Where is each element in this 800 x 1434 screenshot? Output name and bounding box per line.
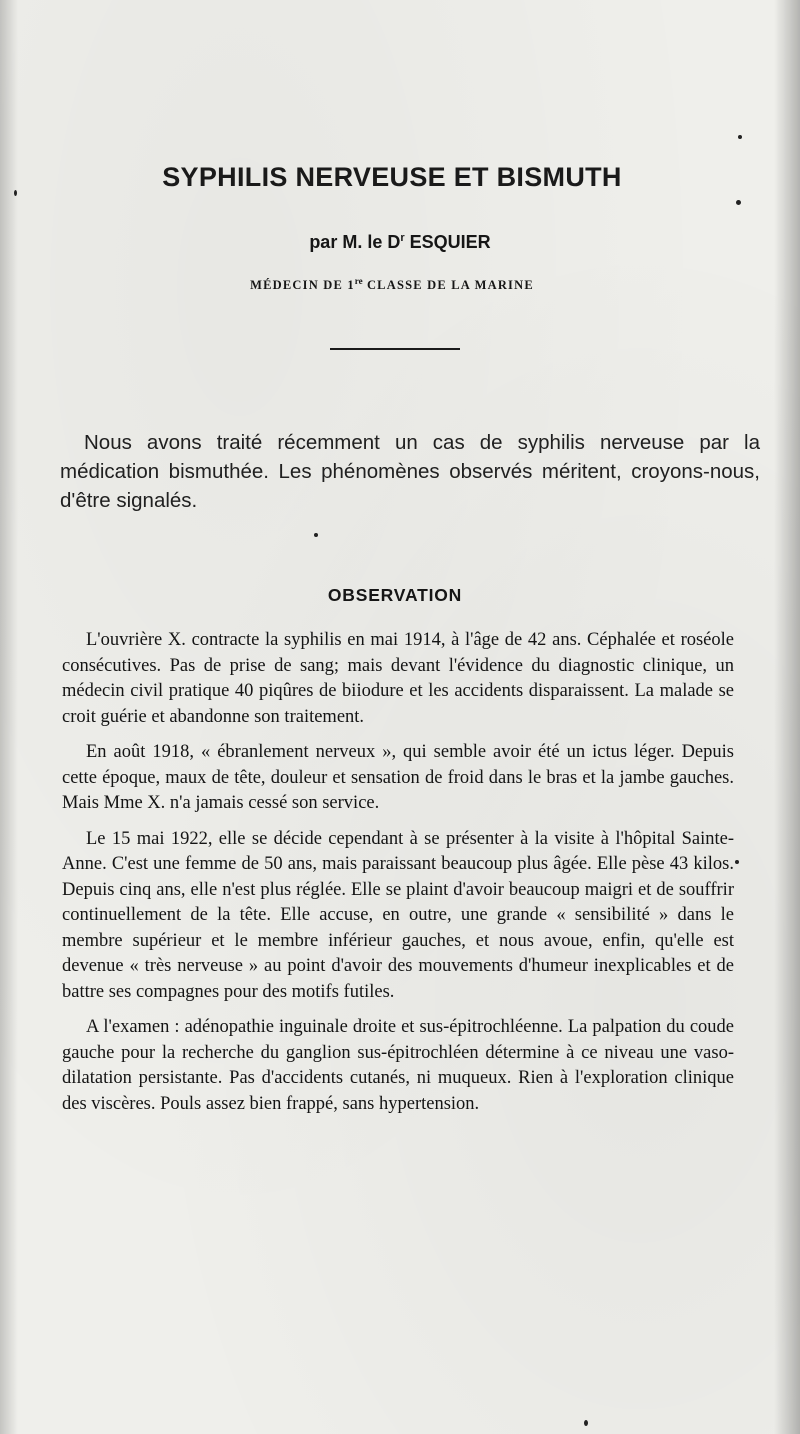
byline-prefix: par M. le D	[309, 232, 401, 252]
section-heading: OBSERVATION	[327, 585, 463, 605]
scan-speck	[584, 1420, 588, 1426]
scan-speck	[736, 200, 741, 205]
page-edge-shadow-left	[0, 0, 18, 1434]
header-divider	[330, 348, 460, 350]
byline-superscript: r	[400, 232, 405, 244]
observation-body	[62, 628, 734, 1127]
affiliation-superscript: re	[354, 276, 363, 286]
page-edge-shadow-right	[774, 0, 800, 1434]
affiliation-prefix: MÉDECIN DE 1	[250, 278, 355, 293]
paragraph: En août 1918, « ébranlement nerveux », qui semble avoir été un ictus léger. Depuis cette époque, maux de tête, douleur et sensation de froid dans le bras et la jambe gauches. Mais Mme X. n'a jamais cessé son service.	[62, 742, 734, 813]
scan-speck	[738, 135, 742, 139]
scan-speck	[314, 533, 318, 537]
scan-speck	[14, 190, 17, 196]
author-byline	[0, 232, 800, 253]
scan-speck	[735, 860, 739, 864]
intro-paragraph: Nous avons traité récemment un cas de syphilis nerveuse par la médication bismuthée. Les phénomènes observés méritent, croyons-nous, d'être signalés.	[60, 431, 760, 512]
affiliation-suffix: CLASSE DE LA MARINE	[366, 278, 534, 293]
author-name: ESQUIER	[409, 232, 491, 252]
paragraph: Le 15 mai 1922, elle se décide cependant à se présenter à la visite à l'hôpital Sainte-Anne. C'est une femme de 50 ans, mais paraissant beaucoup plus âgée. Elle pèse 43 kilos. Depuis cinq ans, elle n'est plus réglée. Elle se plaint d'avoir beaucoup maigri et de souffrir continuellement de la tête. Elle accuse, en outre, une grande « sensibilité » dans le membre supérieur et le membre inférieur gauches, et nous avoue, enfin, qu'elle est devenue « très nerveuse » au point d'avoir des mouvements d'humeur inexplicables et de battre ses compagnes pour des motifs futiles.	[62, 828, 734, 1002]
paragraph: L'ouvrière X. contracte la syphilis en mai 1914, à l'âge de 42 ans. Céphalée et roséole consécutives. Pas de prise de sang; mais devant l'évidence du diagnostic clinique, un médecin civil pratique 40 piqûres de biiodure et les accidents disparaissent. La malade se croit guérie et abandonne son traitement.	[62, 630, 734, 727]
article-title: SYPHILIS NERVEUSE ET BISMUTH	[162, 162, 622, 192]
author-affiliation	[0, 276, 784, 293]
paragraph: A l'examen : adénopathie inguinale droite et sus-épitrochléenne. La palpation du coude gauche pour la recherche du ganglion sus-épitrochléen détermine à ce niveau une vaso-dilatation persistante. Pas d'accidents cutanés, ni muqueux. Rien à l'exploration clinique des viscères. Pouls assez bien frappé, sans hypertension.	[62, 1017, 734, 1114]
